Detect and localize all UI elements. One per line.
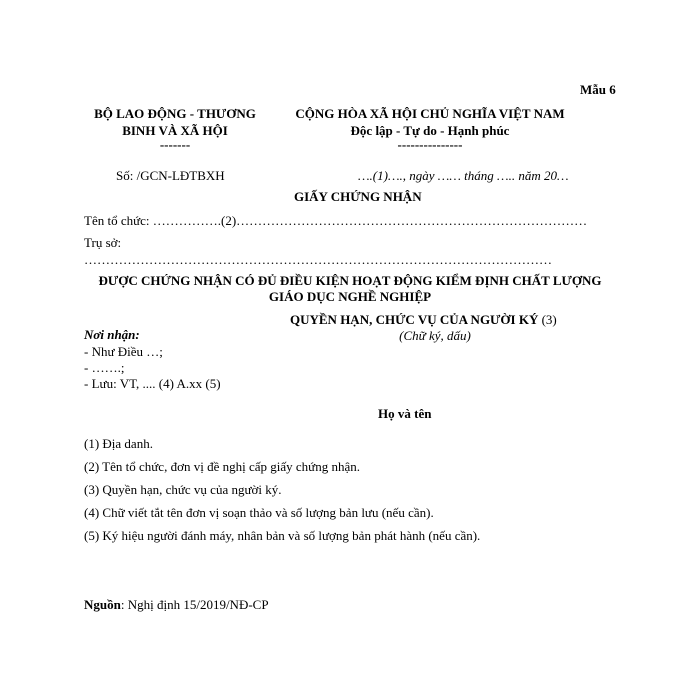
source-label: Nguồn — [84, 597, 121, 612]
document-number: Số: /GCN-LĐTBXH — [116, 168, 225, 183]
recipient-item: - Như Điều …; — [84, 344, 163, 359]
ministry-header — [80, 106, 270, 153]
footnote: (4) Chữ viết tắt tên đơn vị soạn thảo và số lượng bản lưu (nếu cần). — [84, 505, 434, 520]
recipient-item: - …….; — [84, 360, 125, 375]
address-dots: ……………………………………………………………………………………………… — [84, 252, 552, 267]
place-date: ….(1)…., ngày …… tháng ….. năm 20… — [358, 168, 569, 183]
signer-note-number: (3) — [541, 312, 557, 327]
recipients-label: Nơi nhận: — [84, 327, 140, 342]
organization-name-line: Tên tổ chức: …………….(2)……………………………………………………………………… — [84, 213, 588, 228]
national-title: CỘNG HÒA XÃ HỘI CHỦ NGHĨA VIỆT NAM — [295, 106, 565, 121]
ministry-separator: ------- — [159, 137, 191, 152]
document-title: GIẤY CHỨNG NHẬN — [294, 189, 422, 204]
address-label: Trụ sở: — [84, 235, 122, 250]
certification-line2: GIÁO DỤC NGHỀ NGHIỆP — [268, 289, 432, 304]
signer-name: Họ và tên — [378, 406, 432, 421]
certification-statement — [80, 273, 620, 305]
recipient-item: - Lưu: VT, .... (4) A.xx (5) — [84, 376, 221, 391]
source-text: : Nghị định 15/2019/NĐ-CP — [120, 597, 269, 612]
footnote: (3) Quyền hạn, chức vụ của người ký. — [84, 482, 282, 497]
signer-title: QUYỀN HẠN, CHỨC VỤ CỦA NGƯỜI KÝ — [290, 312, 539, 327]
national-motto: Độc lập - Tự do - Hạnh phúc — [350, 123, 510, 138]
ministry-line2: BINH VÀ XÃ HỘI — [122, 123, 228, 138]
signer-title-block — [290, 312, 557, 328]
footnote: (2) Tên tổ chức, đơn vị đề nghị cấp giấy chứng nhận. — [84, 459, 360, 474]
form-code: Mẫu 6 — [580, 82, 616, 97]
national-separator: --------------- — [397, 137, 463, 152]
ministry-line1: BỘ LAO ĐỘNG - THƯƠNG — [94, 106, 256, 121]
footnote: (5) Ký hiệu người đánh máy, nhân bản và số lượng bản phát hành (nếu cần). — [84, 528, 481, 543]
national-header — [280, 106, 580, 153]
source-line — [84, 597, 269, 613]
footnote: (1) Địa danh. — [84, 436, 153, 451]
signature-note: (Chữ ký, dấu) — [399, 328, 471, 343]
certification-line1: ĐƯỢC CHỨNG NHẬN CÓ ĐỦ ĐIỀU KIỆN HOẠT ĐỘNG KIỂM ĐỊNH CHẤT LƯỢNG — [98, 273, 602, 288]
